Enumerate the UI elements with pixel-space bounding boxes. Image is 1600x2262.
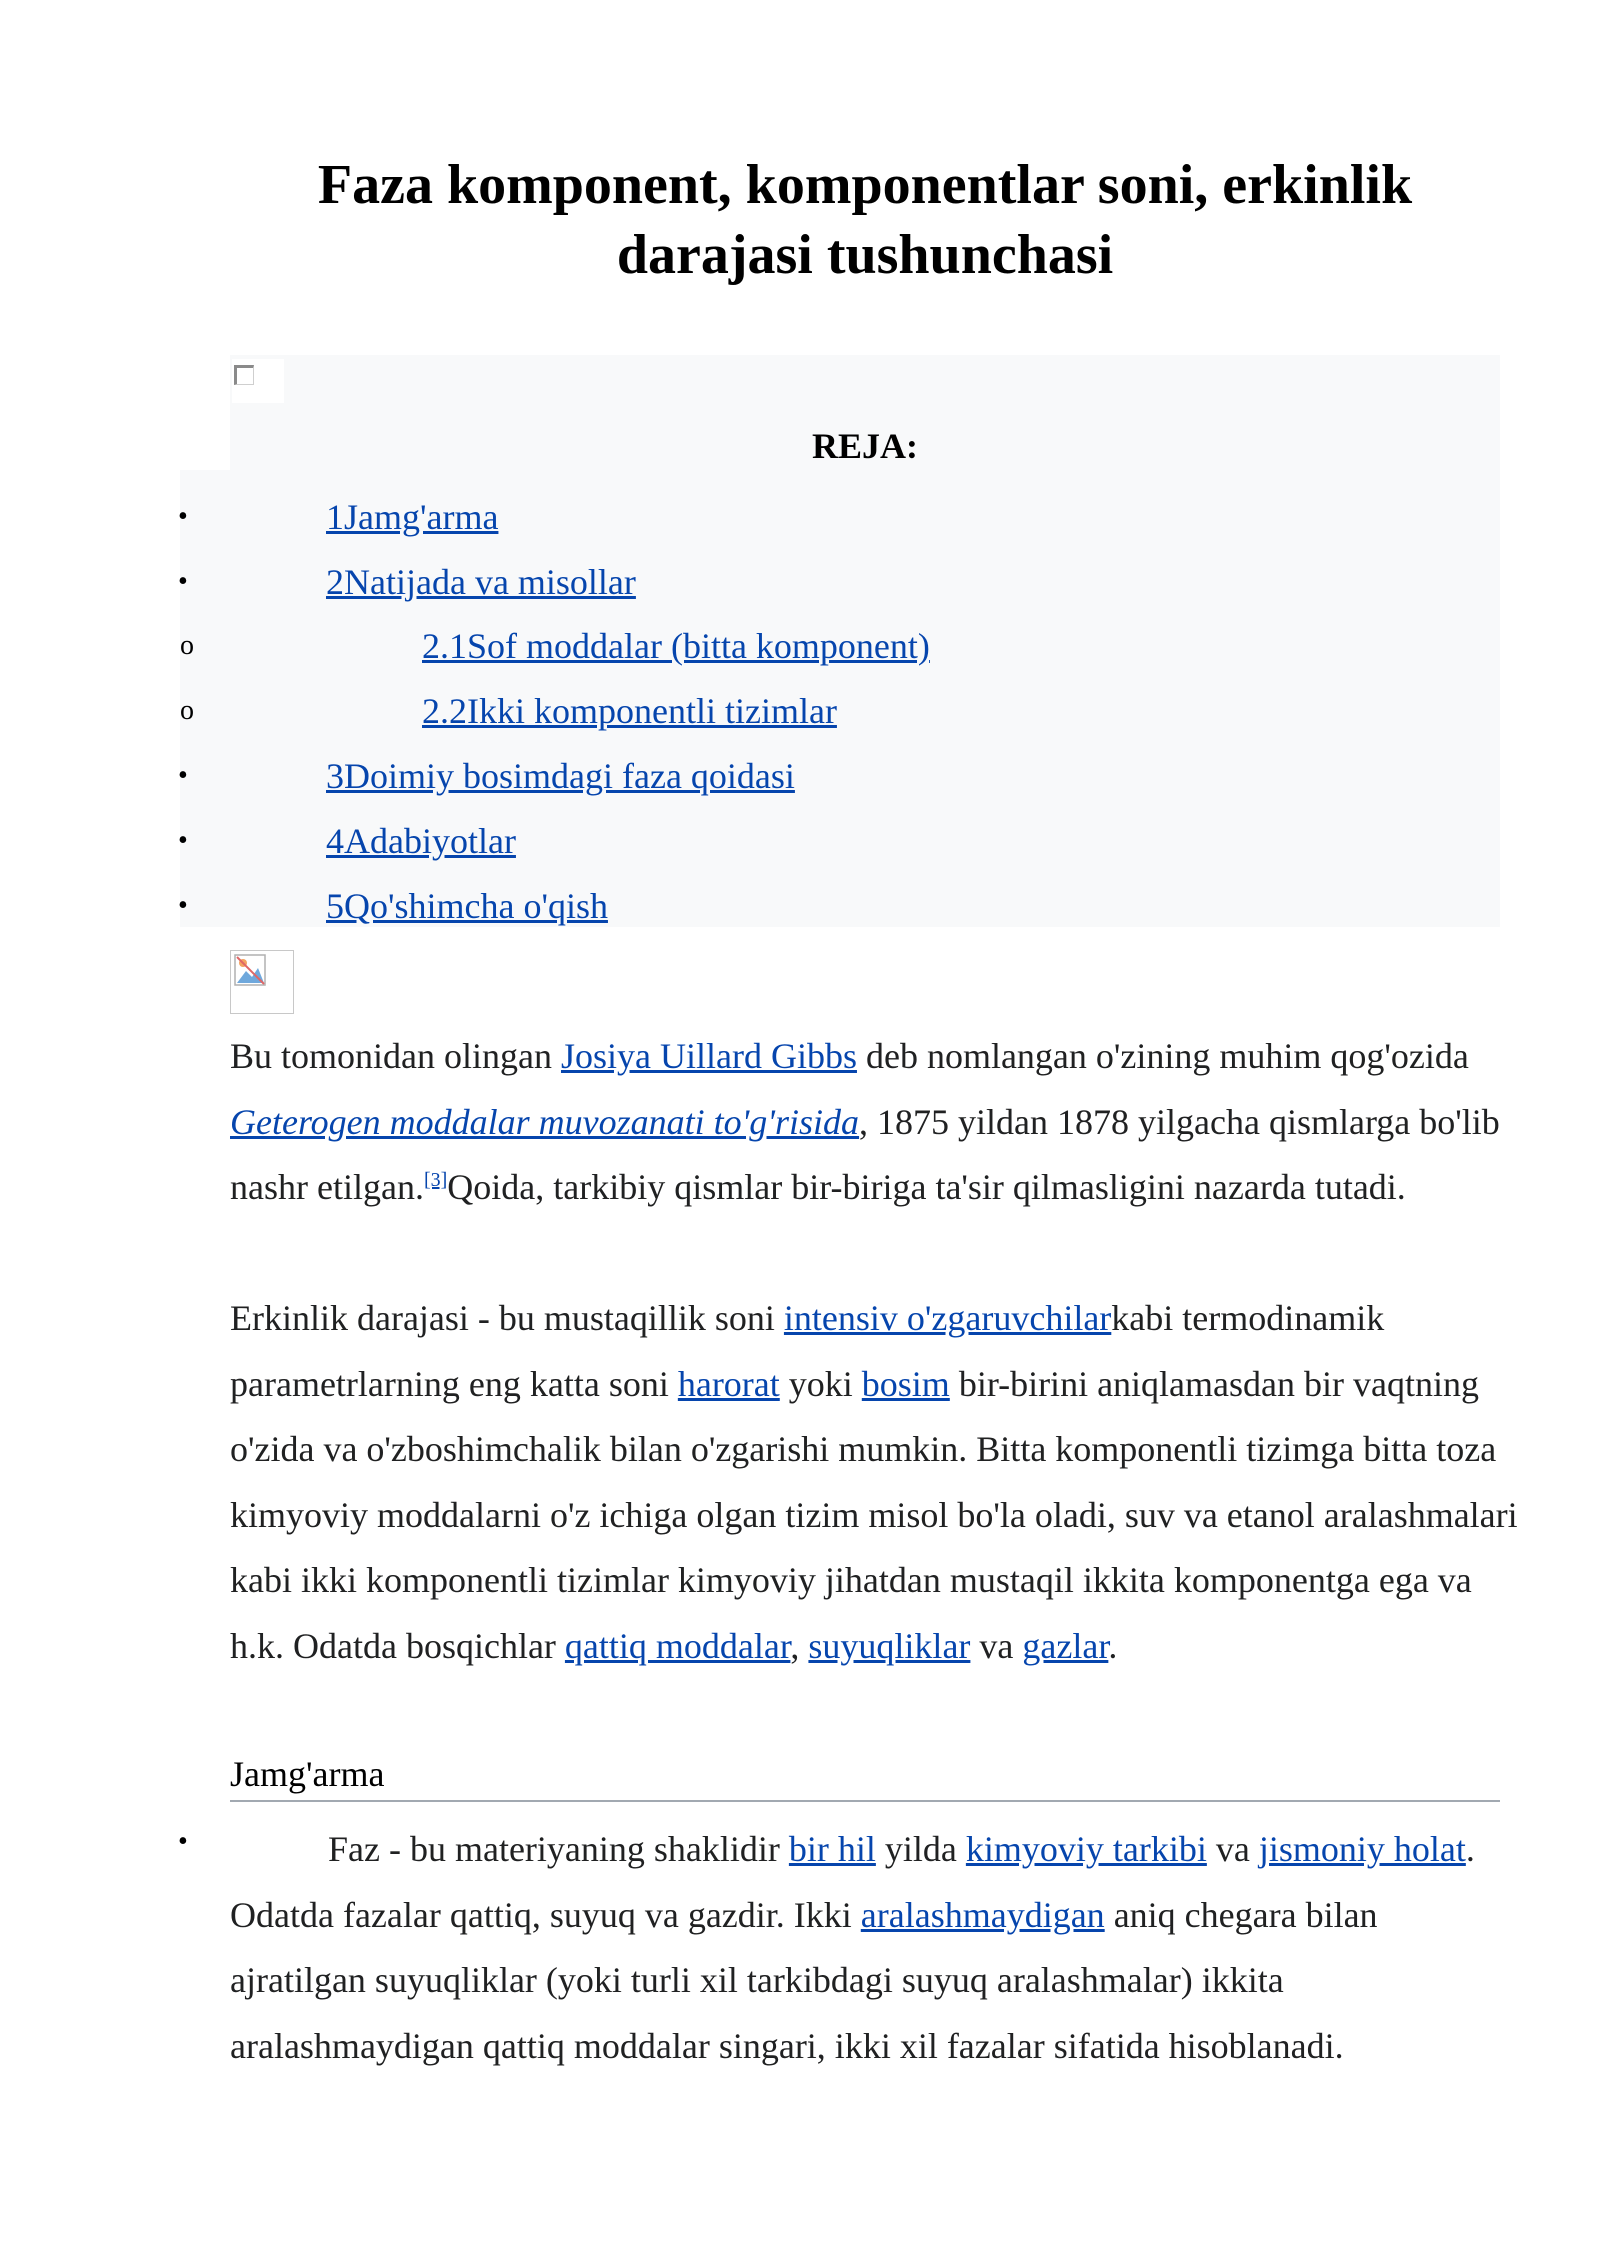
bullet-icon: • [178,501,188,532]
toc-item-ikki-komponentli[interactable] [422,689,837,733]
toc-heading: REJA: [812,426,918,466]
text-run: kabi termodinamik parametrlarning eng katta soni [230,1298,1385,1404]
toc-item-qoshimcha[interactable] [326,884,608,928]
bullet-icon: • [178,825,188,856]
link-gibbs[interactable]: Josiya Uillard Gibbs [560,1036,857,1076]
link-harorat[interactable]: harorat [677,1363,780,1404]
list-item [230,1817,1520,2079]
link-gazlar[interactable]: gazlar [1022,1625,1109,1666]
toc-number: 2.2 [422,691,467,731]
toc-item-natijada[interactable] [326,560,636,604]
text-run: yilda [875,1829,966,1869]
toc-link[interactable]: Qo'shimcha o'qish [344,886,608,926]
toc-link[interactable]: Sof moddalar (bitta komponent) [467,626,930,666]
toc-item-jamgarma[interactable] [326,495,498,539]
intro-paragraph [230,1024,1520,1221]
toc-notch [180,355,230,470]
text-run: yoki [779,1363,862,1404]
text-run: bir-birini aniqlamasdan bir vaqtning o'zida va o'zboshimchalik bilan o'zgarishi mumkin. Bitta komponentli tizimga bitta toza kimyoviy moddalarni o'z ichiga olgan tizim misol bo'la oladi, suv va etanol aralashmalari kabi ikki komponentli tizimlar kimyoviy jihatdan mustaqil ikkita komponentga ega va h.k. Odatda bosqichlar [230,1363,1518,1666]
text-run: aniq chegara bilan ajratilgan suyuqliklar (yoki turli xil tarkibdagi suyuq aralashmalar) ikkita aralashmaydigan qattiq moddalar singari, ikki xil fazalar sifatida hisoblanadi. [230,1894,1378,2066]
circle-bullet-icon: o [180,695,194,726]
toc-link[interactable]: Jamg'arma [344,497,499,537]
toc-number: 1 [326,497,344,537]
reference-link[interactable]: [3] [423,1169,448,1191]
toc-item-sof-moddalar[interactable] [422,624,930,668]
link-jismoniy-holat[interactable]: jismoniy holat [1258,1829,1466,1869]
toc-number: 3 [326,756,344,796]
circle-bullet-icon: o [180,630,194,661]
link-bir-hil[interactable]: bir hil [788,1829,876,1869]
link-qattiq-moddalar[interactable]: qattiq moddalar [564,1625,791,1666]
bullet-icon: • [178,566,188,597]
bullet-icon: • [178,760,188,791]
toc-link[interactable]: Adabiyotlar [344,821,516,861]
text-run: Faz - bu materiyaning shaklidir [328,1829,789,1869]
link-suyuqliklar[interactable]: suyuqliklar [808,1625,971,1666]
text-run: Qoida, tarkibiy qismlar bir-biriga ta'sir qilmasligini nazarda tutadi. [447,1167,1406,1207]
text-run: , [790,1625,809,1666]
toc-link[interactable]: Natijada va misollar [344,562,636,602]
freedom-paragraph [230,1286,1520,1679]
link-aralashmaydigan[interactable]: aralashmaydigan [860,1894,1105,1935]
link-geterogen[interactable]: Geterogen moddalar muvozanati to'g'risida [230,1101,860,1142]
toc-number: 5 [326,886,344,926]
toc-item-doimiy-bosim[interactable] [326,754,795,798]
text-run: Bu tomonidan olingan [230,1036,561,1076]
toc-link[interactable]: Doimiy bosimdagi faza qoidasi [344,756,795,796]
toc-number: 2.1 [422,626,467,666]
toc-link[interactable]: Ikki komponentli tizimlar [467,691,837,731]
toc-item-adabiyotlar[interactable] [326,819,516,863]
page-title: Faza komponent, komponentlar soni, erkinlik darajasi tushunchasi [317,154,1413,286]
link-bosim[interactable]: bosim [861,1363,950,1404]
text-run: deb nomlangan o'zining muhim qog'ozida [856,1036,1469,1076]
text-run: Erkinlik darajasi - bu mustaqillik soni [230,1298,784,1338]
text-run: va [1206,1829,1259,1869]
toc-toggle[interactable] [232,359,284,403]
toc-number: 4 [326,821,344,861]
toc-number: 2 [326,562,344,602]
link-kimyoviy-tarkibi[interactable]: kimyoviy tarkibi [965,1829,1207,1869]
text-run: . [1108,1625,1118,1666]
bullet-icon: • [178,890,188,921]
broken-image-icon [230,950,294,1014]
bullet-icon: • [178,1826,188,1857]
text-run: , 1875 yildan 1878 yilgacha qismlarga bo'lib nashr etilgan. [230,1101,1500,1207]
section-divider [230,1800,1500,1802]
link-intensiv[interactable]: intensiv o'zgaruvchilar [783,1298,1112,1338]
checkbox-icon[interactable] [234,365,254,385]
text-run: . Odatda fazalar qattiq, suyuq va gazdir. Ikki [230,1829,1475,1935]
section-heading: Jamg'arma [230,1754,385,1794]
text-run: va [970,1625,1023,1666]
